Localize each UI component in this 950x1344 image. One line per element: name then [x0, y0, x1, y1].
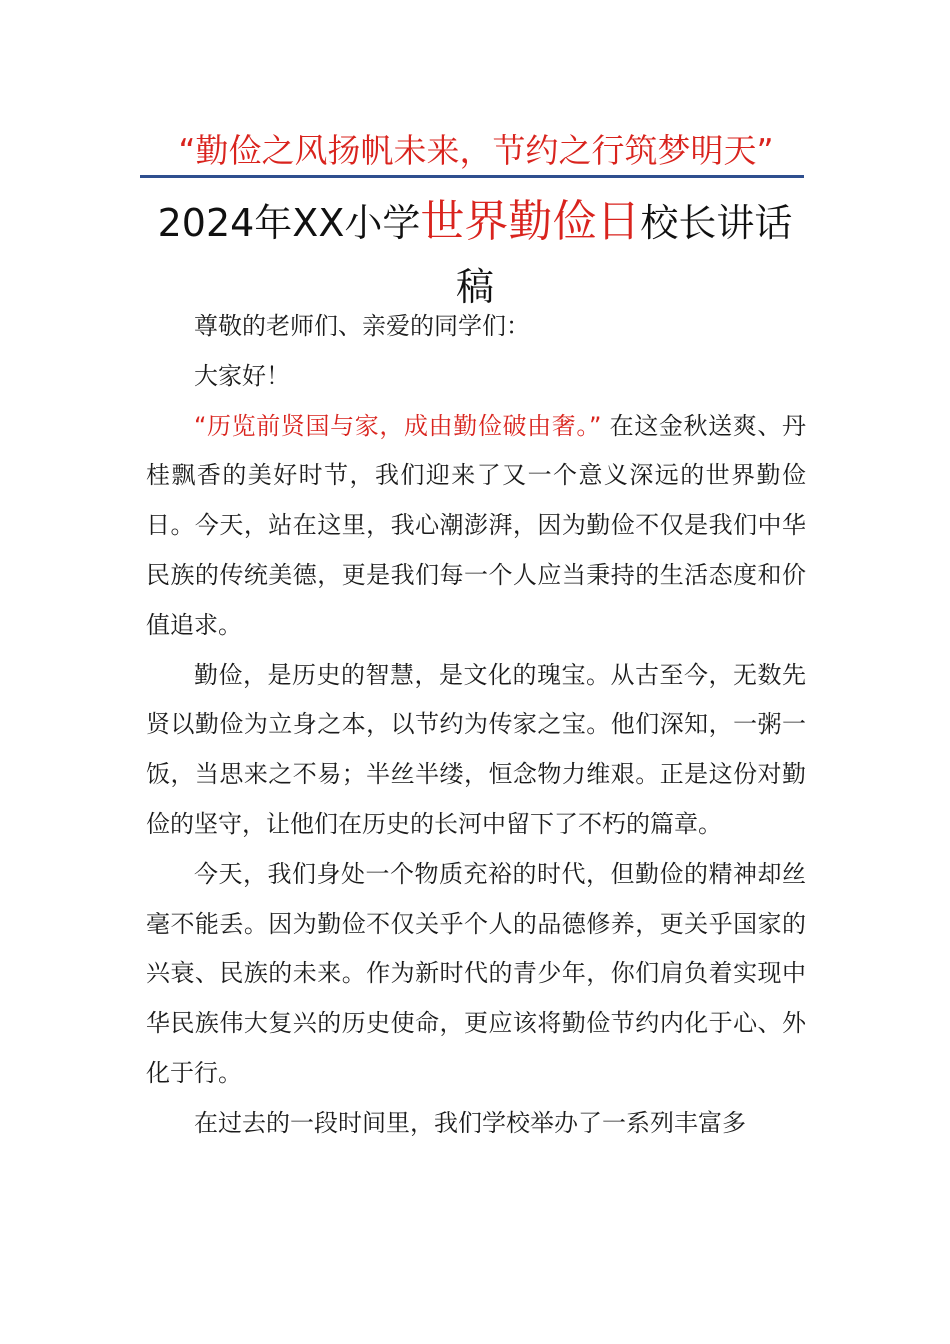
speech-body — [146, 302, 806, 1149]
paragraph-2: 勤俭，是历史的智慧，是文化的瑰宝。从古至今，无数先贤以勤俭为立身之本，以节约为传家之宝。他们深知，一粥一饭，当思来之不易；半丝半缕，恒念物力维艰。正是这份对勤俭的坚守，让他们在历史的长河中留下了不朽的篇章。 — [146, 660, 806, 838]
salutation: 尊敬的老师们、亲爱的同学们： — [194, 312, 530, 340]
opening-quote: “历览前贤国与家，成由勤俭破由奢。” — [194, 411, 602, 440]
title-suffix: 校长讲话稿 — [455, 201, 793, 309]
paragraph-4: 在过去的一段时间里，我们学校举办了一系列丰富多 — [194, 1108, 746, 1137]
paragraph-3: 今天，我们身处一个物质充裕的时代，但勤俭的精神却丝毫不能丢。因为勤俭不仅关乎个人的品德修养，更关乎国家的兴衰、民族的未来。作为新时代的青少年，你们肩负着实现中华民族伟大复兴的历史使命，更应该将勤俭节约内化于心、外化于行。 — [146, 859, 806, 1087]
paragraph-1-text: 在这金秋送爽、丹桂飘香的美好时节，我们迎来了又一个意义深远的世界勤俭日。今天，站在这里，我心潮澎湃，因为勤俭不仅是我们中华民族的传统美德，更是我们每一个人应当秉持的生活态度和价值追求。 — [146, 411, 806, 639]
header-divider — [140, 175, 804, 178]
title-highlight: 世界勤俭日 — [420, 196, 641, 247]
title-prefix: 2024年XX小学 — [157, 201, 421, 245]
page-title — [140, 190, 810, 319]
greeting: 大家好！ — [194, 361, 290, 390]
header-slogan: “勤俭之风扬帆未来，节约之行筑梦明天” — [178, 131, 774, 170]
paragraph-1 — [146, 402, 806, 651]
